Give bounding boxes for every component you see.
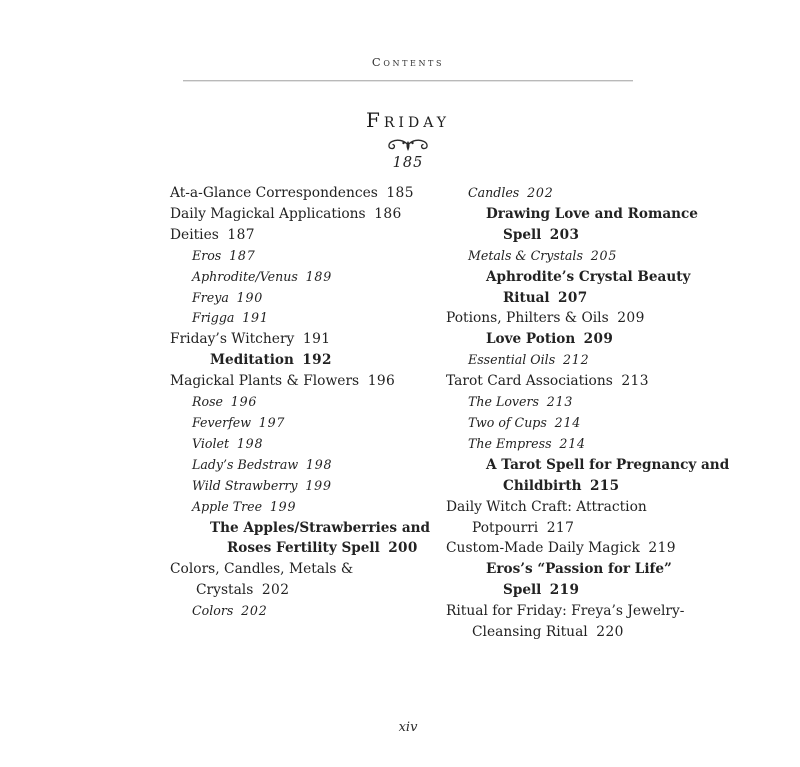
toc-entry-page-number: 199 [269,498,297,514]
toc-entry-title: Drawing Love and Romance [486,205,698,222]
toc-entry-page-number: 219 [648,540,676,557]
folio-page-number: xiv [398,720,418,735]
toc-entry [170,559,448,601]
toc-entry [446,455,756,497]
toc-entry-page-number: 209 [617,310,645,327]
toc-entry [170,518,448,560]
toc-entry [446,434,756,455]
toc-entry-title: Daily Witch Craft: Attraction [446,498,647,515]
toc-entry [170,455,448,476]
toc-entry [170,413,448,434]
toc-entry-page-number: 191 [242,310,269,326]
toc-entry [170,225,448,246]
toc-entry-page-number: 192 [302,352,332,369]
toc-entry [446,183,756,204]
toc-entry-title: Wild Strawberry [192,477,298,493]
toc-left-column [170,183,448,622]
toc-entry-title: Apple Tree [192,498,263,514]
toc-entry-title: Metals & Crystals [468,247,583,263]
toc-entry-title: Custom-Made Daily Magick [446,540,640,557]
toc-entry [170,329,448,350]
toc-entry [170,601,448,622]
toc-entry-title: Candles [468,185,520,200]
toc-entry [170,392,448,413]
toc-entry-page-number: 186 [374,205,402,222]
toc-entry-title: A Tarot Spell for Pregnancy and [486,456,730,473]
section-title: Friday [366,108,450,132]
toc-entry [170,183,448,204]
toc-entry-page-number: 207 [558,289,588,306]
toc-entry-title: Roses Fertility Spell [227,540,380,557]
toc-right-column [446,183,756,643]
toc-entry [446,371,756,392]
toc-entry-title: Spell [503,582,542,599]
toc-entry-title: Cleansing Ritual [472,624,588,641]
toc-entry-title: Spell [503,226,542,243]
toc-entry-page-number: 220 [596,624,624,641]
toc-entry-page-number: 197 [258,414,286,430]
toc-entry [446,308,756,329]
toc-entry-title: Eros’s “Passion for Life” [486,561,672,578]
toc-entry [446,246,756,267]
toc-entry-page-number: 213 [546,394,574,410]
toc-entry-title: Colors [192,603,234,619]
toc-entry-title: Potpourri [472,519,539,536]
toc-entry-title: Daily Magickal Applications [170,205,366,222]
toc-entry-title: The Apples/Strawberries and [210,519,431,536]
toc-entry [170,288,448,309]
toc-entry-page-number: 185 [386,185,414,201]
toc-entry-title: Rose [192,394,223,410]
toc-entry-title: Feverfew [192,414,251,430]
toc-entry-title: Essential Oils [468,352,556,368]
toc-entry-page-number: 202 [527,185,554,200]
running-head: Contents [371,55,445,69]
toc-entry [170,371,448,392]
toc-entry-title: Deities [170,226,219,243]
toc-entry-page-number: 212 [562,352,590,368]
toc-entry-title: At-a-Glance Correspondences [170,185,378,201]
toc-entry-page-number: 199 [305,477,332,493]
toc-entry [170,434,448,455]
toc-entry-title: Colors, Candles, Metals & [170,561,354,578]
toc-entry-title: Aphrodite/Venus [192,268,298,284]
toc-entry-page-number: 219 [549,582,580,599]
toc-entry-page-number: 213 [621,373,649,390]
toc-entry-title: Magickal Plants & Flowers [170,373,360,390]
toc-entry-title: Love Potion [486,331,576,348]
toc-entry [446,559,756,601]
toc-entry [170,308,448,329]
toc-entry [446,497,756,539]
toc-entry [170,497,448,518]
toc-entry-title: Lady’s Bedstraw [192,456,299,472]
toc-entry-title: The Empress [468,435,552,451]
toc-entry-title: Frigga [192,310,235,326]
toc-entry-page-number: 198 [236,435,264,451]
toc-entry [446,413,756,434]
fleuron-ornament-icon [385,137,431,154]
toc-entry-title: Crystals [196,582,254,599]
toc-entry-page-number: 190 [236,289,264,305]
toc-entry-page-number: 200 [388,540,418,557]
toc-entry-title: Freya [192,289,229,305]
toc-entry [446,267,756,309]
toc-entry-page-number: 203 [549,226,580,243]
toc-entry-title: Friday’s Witchery [170,331,295,348]
toc-entry-page-number: 214 [559,435,586,451]
toc-entry-page-number: 198 [305,456,333,472]
toc-entry-page-number: 191 [302,331,331,348]
toc-entry [446,329,756,350]
toc-entry-page-number: 209 [583,331,614,348]
toc-entry-title: Meditation [210,352,294,369]
toc-entry [446,392,756,413]
toc-entry-page-number: 187 [229,247,256,263]
toc-entry [446,601,756,643]
toc-entry-title: Eros [192,247,222,263]
header-rule [183,80,633,82]
toc-entry-title: Ritual [503,289,550,306]
toc-entry [446,350,756,371]
toc-entry-page-number: 217 [546,519,575,536]
toc-entry [170,204,448,225]
toc-entry-page-number: 215 [589,477,620,494]
toc-entry [446,538,756,559]
toc-entry-title: Violet [192,435,230,451]
section-start-page-number: 185 [392,155,424,171]
toc-entry-page-number: 187 [227,226,255,243]
toc-entry [170,350,448,371]
toc-entry-title: Aphrodite’s Crystal Beauty [486,268,691,285]
toc-entry-page-number: 202 [261,582,290,599]
toc-entry-page-number: 205 [590,247,618,263]
toc-entry [446,204,756,246]
toc-entry-title: Ritual for Friday: Freya’s Jewelry- [446,603,685,620]
toc-entry-page-number: 196 [367,373,396,390]
toc-entry-page-number: 196 [230,394,258,410]
toc-entry-title: Two of Cups [468,414,547,430]
toc-entry-page-number: 214 [554,414,582,430]
toc-entry-page-number: 202 [241,603,268,619]
toc-entry [170,267,448,288]
toc-entry-title: Potions, Philters & Oils [446,310,609,327]
toc-entry [170,476,448,497]
toc-entry-title: Childbirth [503,477,582,494]
toc-entry-page-number: 189 [305,268,333,284]
toc-entry-title: Tarot Card Associations [446,373,613,390]
toc-entry [170,246,448,267]
toc-entry-title: The Lovers [468,394,539,410]
